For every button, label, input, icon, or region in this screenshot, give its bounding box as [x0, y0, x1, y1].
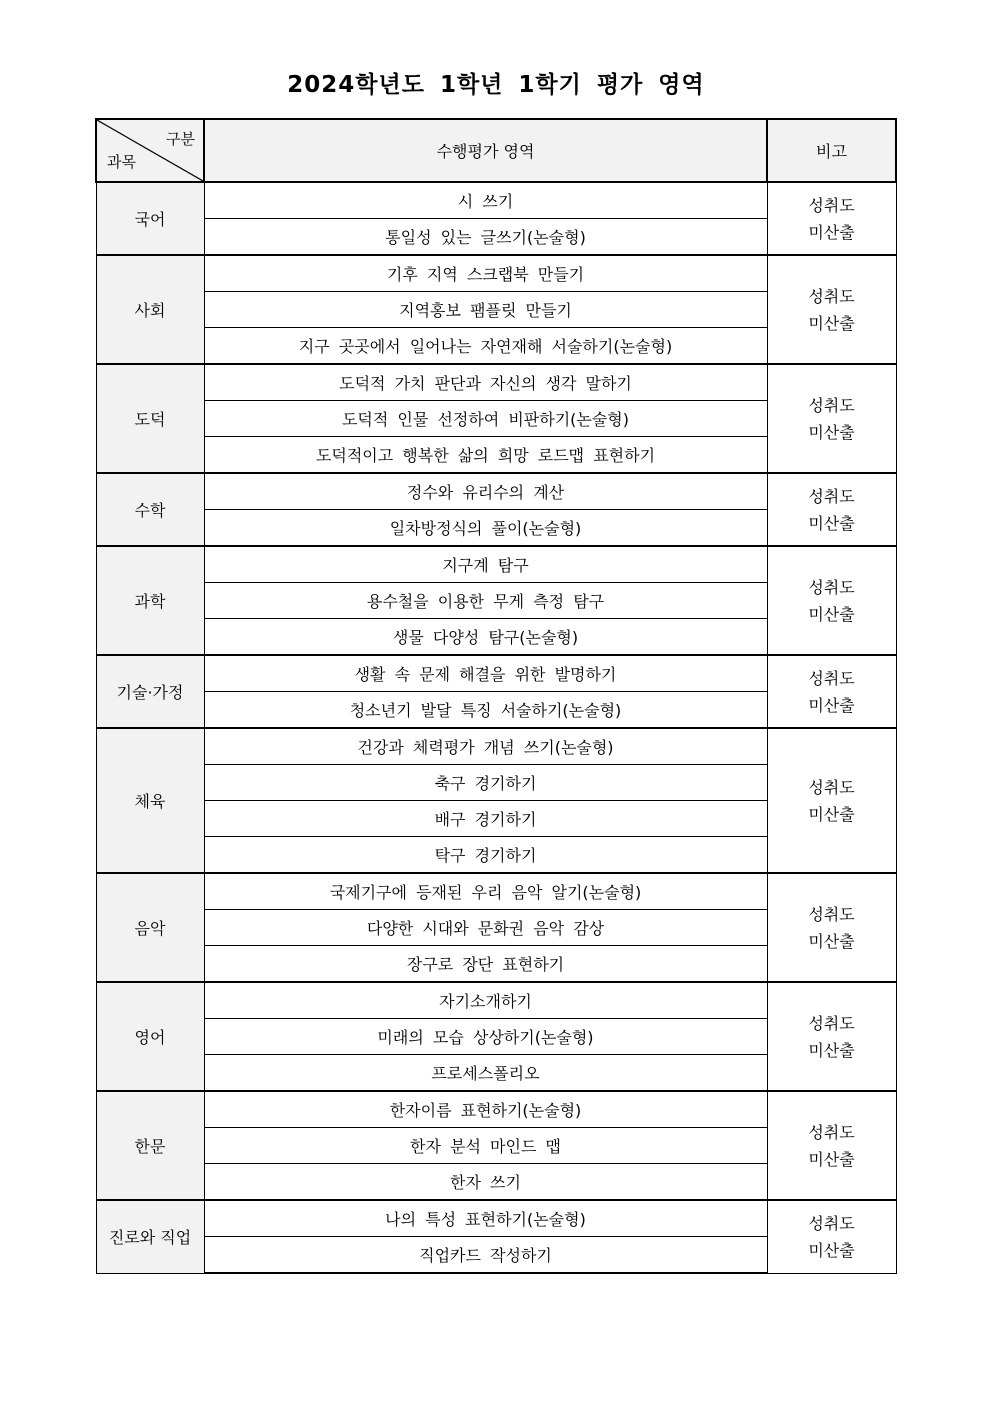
assessment-item-cell: 나의 특성 표현하기(논술형) — [204, 1200, 767, 1237]
table-row — [96, 982, 896, 1019]
note-cell — [767, 728, 896, 873]
corner-header-cell — [96, 119, 204, 182]
assessment-item-cell: 탁구 경기하기 — [204, 837, 767, 874]
subject-cell: 과학 — [96, 546, 204, 655]
table-header-row — [96, 119, 896, 182]
subject-cell: 진로와 직업 — [96, 1200, 204, 1273]
note-cell — [767, 546, 896, 655]
note-line-achievement: 성취도 — [808, 577, 855, 597]
table-row — [96, 873, 896, 910]
assessment-item-cell: 한자이름 표현하기(논술형) — [204, 1091, 767, 1128]
note-line-achievement: 성취도 — [808, 1122, 855, 1142]
subject-cell: 한문 — [96, 1091, 204, 1200]
assessment-item-cell: 일차방정식의 풀이(논술형) — [204, 510, 767, 547]
table-row — [96, 255, 896, 292]
assessment-item-cell: 한자 분석 마인드 맵 — [204, 1128, 767, 1164]
assessment-item-cell: 시 쓰기 — [204, 182, 767, 219]
note-line-not-calculated: 미산출 — [808, 422, 855, 442]
note-cell — [767, 364, 896, 473]
assessment-item-cell: 지역홍보 팸플릿 만들기 — [204, 292, 767, 328]
note-cell — [767, 1091, 896, 1200]
table-row — [96, 655, 896, 692]
assessment-item-cell: 미래의 모습 상상하기(논술형) — [204, 1019, 767, 1055]
header-note: 비고 — [767, 119, 896, 182]
table-row — [96, 728, 896, 765]
table-row — [96, 1200, 896, 1237]
note-line-achievement: 성취도 — [808, 668, 855, 688]
note-line-achievement: 성취도 — [808, 195, 855, 215]
table-row — [96, 364, 896, 401]
assessment-item-cell: 도덕적이고 행복한 삶의 희망 로드맵 표현하기 — [204, 437, 767, 474]
subject-cell: 국어 — [96, 182, 204, 255]
assessment-item-cell: 청소년기 발달 특징 서술하기(논술형) — [204, 692, 767, 729]
note-line-not-calculated: 미산출 — [808, 604, 855, 624]
note-cell — [767, 1200, 896, 1273]
note-cell — [767, 473, 896, 546]
note-line-not-calculated: 미산출 — [808, 222, 855, 242]
note-line-achievement: 성취도 — [808, 1213, 855, 1233]
note-line-achievement: 성취도 — [808, 486, 855, 506]
note-line-not-calculated: 미산출 — [808, 1240, 855, 1260]
table-row — [96, 473, 896, 510]
assessment-item-cell: 자기소개하기 — [204, 982, 767, 1019]
note-line-achievement: 성취도 — [808, 777, 855, 797]
corner-header-subject: 과목 — [107, 153, 136, 171]
note-line-not-calculated: 미산출 — [808, 804, 855, 824]
note-cell — [767, 873, 896, 982]
evaluation-table — [95, 118, 897, 1274]
assessment-item-cell: 장구로 장단 표현하기 — [204, 946, 767, 983]
table-body — [96, 182, 896, 1273]
subject-cell: 사회 — [96, 255, 204, 364]
assessment-item-cell: 한자 쓰기 — [204, 1164, 767, 1201]
page-title: 2024학년도 1학년 1학기 평가 영역 — [287, 72, 705, 98]
table-row — [96, 182, 896, 219]
note-line-achievement: 성취도 — [808, 904, 855, 924]
assessment-item-cell: 직업카드 작성하기 — [204, 1237, 767, 1274]
note-cell — [767, 182, 896, 255]
subject-cell: 수학 — [96, 473, 204, 546]
note-line-not-calculated: 미산출 — [808, 1149, 855, 1169]
assessment-item-cell: 도덕적 가치 판단과 자신의 생각 말하기 — [204, 364, 767, 401]
assessment-item-cell: 다양한 시대와 문화권 음악 감상 — [204, 910, 767, 946]
assessment-item-cell: 국제기구에 등재된 우리 음악 알기(논술형) — [204, 873, 767, 910]
assessment-item-cell: 지구 곳곳에서 일어나는 자연재해 서술하기(논술형) — [204, 328, 767, 365]
note-line-achievement: 성취도 — [808, 1013, 855, 1033]
header-area: 수행평가 영역 — [204, 119, 767, 182]
subject-cell: 기술·가정 — [96, 655, 204, 728]
note-line-not-calculated: 미산출 — [808, 931, 855, 951]
subject-cell: 음악 — [96, 873, 204, 982]
note-line-not-calculated: 미산출 — [808, 1040, 855, 1060]
table-row — [96, 546, 896, 583]
assessment-item-cell: 통일성 있는 글쓰기(논술형) — [204, 219, 767, 256]
assessment-item-cell: 생물 다양성 탐구(논술형) — [204, 619, 767, 656]
note-line-achievement: 성취도 — [808, 395, 855, 415]
assessment-item-cell: 기후 지역 스크랩북 만들기 — [204, 255, 767, 292]
assessment-item-cell: 정수와 유리수의 계산 — [204, 473, 767, 510]
note-line-not-calculated: 미산출 — [808, 513, 855, 533]
assessment-item-cell: 도덕적 인물 선정하여 비판하기(논술형) — [204, 401, 767, 437]
assessment-item-cell: 용수철을 이용한 무게 측정 탐구 — [204, 583, 767, 619]
table-row — [96, 1091, 896, 1128]
subject-cell: 체육 — [96, 728, 204, 873]
note-line-not-calculated: 미산출 — [808, 695, 855, 715]
assessment-item-cell: 배구 경기하기 — [204, 801, 767, 837]
assessment-item-cell: 지구계 탐구 — [204, 546, 767, 583]
note-line-achievement: 성취도 — [808, 286, 855, 306]
subject-cell: 영어 — [96, 982, 204, 1091]
note-line-not-calculated: 미산출 — [808, 313, 855, 333]
assessment-item-cell: 축구 경기하기 — [204, 765, 767, 801]
subject-cell: 도덕 — [96, 364, 204, 473]
assessment-item-cell: 프로세스폴리오 — [204, 1055, 767, 1092]
assessment-item-cell: 건강과 체력평가 개념 쓰기(논술형) — [204, 728, 767, 765]
note-cell — [767, 982, 896, 1091]
assessment-item-cell: 생활 속 문제 해결을 위한 발명하기 — [204, 655, 767, 692]
corner-header-category: 구분 — [166, 130, 195, 148]
note-cell — [767, 255, 896, 364]
note-cell — [767, 655, 896, 728]
